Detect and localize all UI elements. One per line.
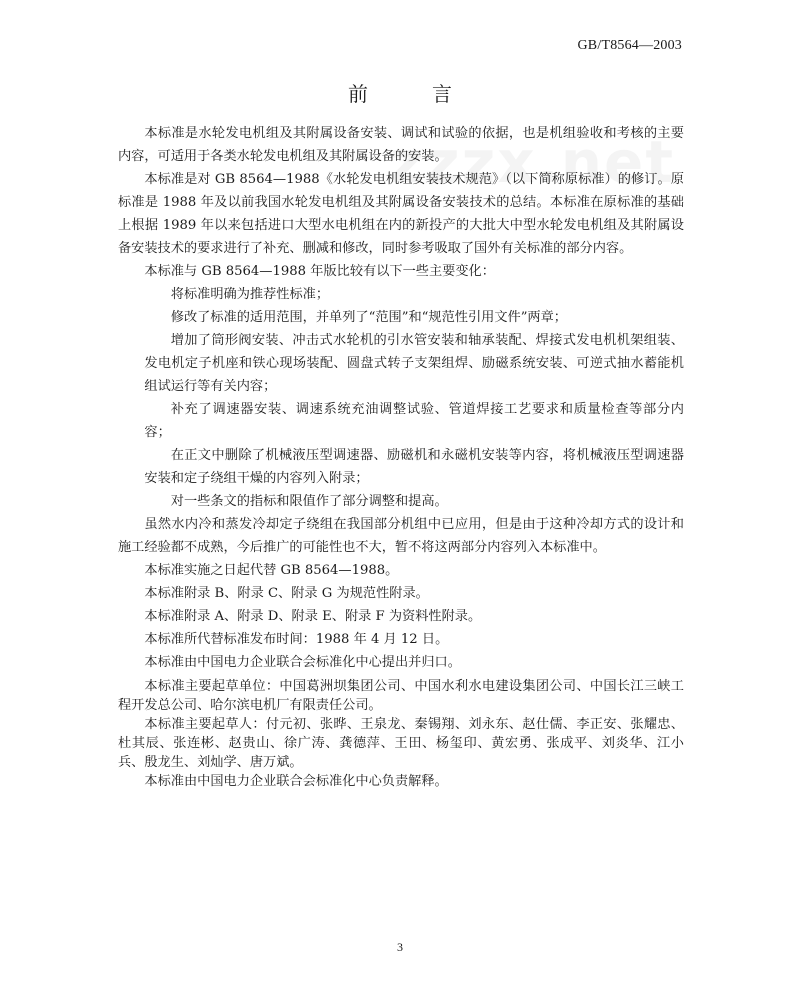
paragraph-release-date: 本标准所代替标准发布时间：1988 年 4 月 12 日。: [144, 632, 449, 647]
list-item: 将标准明确为推荐性标准；: [170, 287, 330, 302]
paragraph-normative-annex: 本标准附录 B、附录 C、附录 G 为规范性附录。: [144, 586, 429, 601]
paragraph-cooling: 虽然水内冷和蒸发冷却定子绕组在我国部分机组中已应用，但是由于这种冷却方式的设计和施工经验都不成熟，今后推广的可能性也不大，暂不将这两部分内容列入本标准中。: [118, 517, 684, 555]
standard-code: GB/T8564—2003: [577, 38, 682, 53]
paragraph-interpretation: 本标准由中国电力企业联合会标准化中心负责解释。: [144, 774, 448, 789]
list-item: 补充了调速器安装、调速系统充油调整试验、管道焊接工艺要求和质量检查等部分内容；: [144, 402, 684, 440]
list-item: 对一些条文的指标和限值作了部分调整和提高。: [170, 494, 448, 509]
paragraph-scope: 本标准是水轮发电机组及其附属设备安装、调试和试验的依据，也是机组验收和考核的主要内容，可适用于各类水轮发电机组及其附属设备的安装。: [118, 126, 684, 164]
list-item: 在正文中删除了机械液压型调速器、励磁机和永磁机安装等内容，将机械液压型调速器安装和定子绕组干燥的内容列入附录；: [144, 448, 684, 486]
list-item: 增加了筒形阀安装、冲击式水轮机的引水管安装和轴承装配、焊接式发电机机架组装、发电机定子机座和铁心现场装配、圆盘式转子支架组焊、励磁系统安装、可逆式抽水蓄能机组试运行等有关内容；: [144, 333, 684, 394]
paragraph-proposer: 本标准由中国电力企业联合会标准化中心提出并归口。: [144, 655, 461, 670]
changes-list: [118, 283, 684, 513]
document-body: [118, 122, 684, 791]
list-item: 修改了标准的适用范围，并单列了“范围”和“规范性引用文件”两章；: [170, 310, 567, 325]
paragraph-drafters: 本标准主要起草人：付元初、张晔、王泉龙、秦锡翔、刘永东、赵仕儒、李正安、张耀忠、杜其辰、张连彬、赵贵山、徐广涛、龚德萍、王田、杨玺印、黄宏勇、张成平、刘炎华、江小兵、殷龙生、刘灿学、唐万斌。: [118, 717, 684, 770]
paragraph-revision: 本标准是对 GB 8564—1988《水轮发电机组安装技术规范》（以下简称原标准）的修订。原标准是 1988 年及以前我国水轮发电机组及其附属设备安装技术的总结。本标准在原标准的基础上根据 1989 年以来包括进口大型水电机组在内的新投产的大批大中型水轮发电机组及其附属设备安装技术的要求进行了补充、删减和修改，同时参考吸取了国外有关标准的部分内容。: [118, 172, 684, 256]
paragraph-drafting-units: 本标准主要起草单位：中国葛洲坝集团公司、中国水利水电建设集团公司、中国长江三峡工程开发总公司、哈尔滨电机厂有限责任公司。: [118, 679, 684, 713]
page-number: 3: [397, 940, 403, 954]
paragraph-informative-annex: 本标准附录 A、附录 D、附录 E、附录 F 为资料性附录。: [144, 609, 482, 624]
page-title: 前 言: [348, 82, 474, 106]
paragraph-changes-intro: 本标准与 GB 8564—1988 年版比较有以下一些主要变化：: [144, 264, 495, 279]
paragraph-replaces: 本标准实施之日起代替 GB 8564—1988。: [144, 563, 399, 578]
